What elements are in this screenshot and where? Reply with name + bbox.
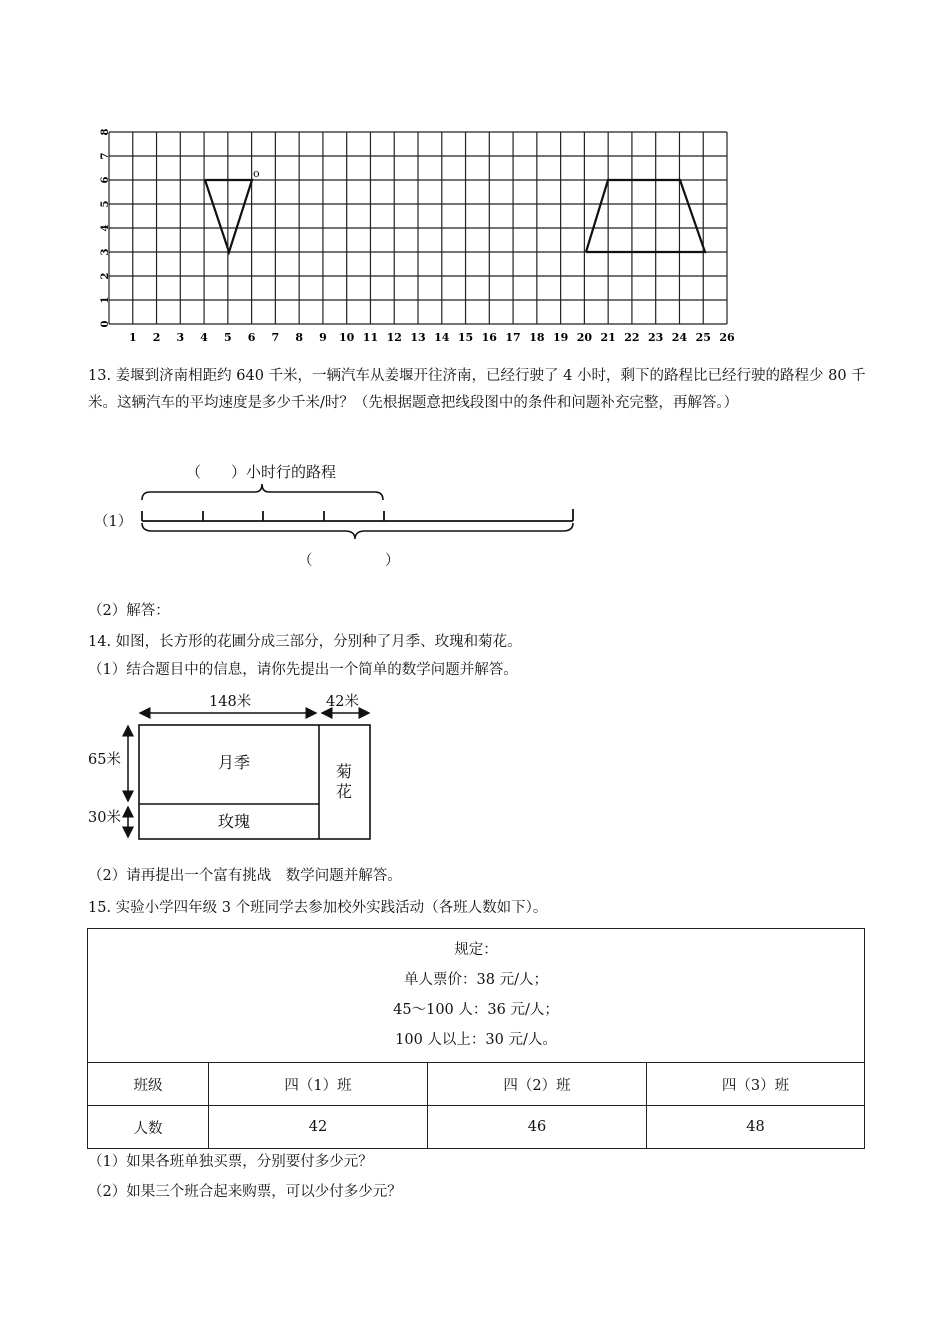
- x-tick-label: 8: [295, 331, 303, 344]
- q13-part1-label: （1）: [94, 514, 133, 530]
- dim-label-30: 30米: [88, 810, 121, 826]
- x-tick-label: 6: [247, 331, 256, 344]
- x-tick-label: 21: [600, 331, 616, 344]
- header-cell: 四（1）班: [209, 1063, 428, 1106]
- y-axis-ticks: [100, 128, 111, 327]
- y-tick-label: 5: [100, 200, 111, 208]
- dim-label-42: 42米: [326, 694, 359, 710]
- x-tick-label: 11: [362, 331, 379, 344]
- y-tick-label: 6: [100, 176, 111, 184]
- x-tick-label: 9: [319, 331, 327, 344]
- dim-label-148: 148米: [209, 694, 252, 710]
- header-cell: 四（2）班: [428, 1063, 647, 1106]
- x-tick-label: 15: [457, 331, 474, 344]
- rules-title: 规定：: [454, 942, 498, 958]
- x-tick-label: 18: [529, 331, 545, 344]
- x-tick-label: 1: [128, 331, 137, 344]
- trapezoid-shape: [586, 180, 705, 252]
- table-row: [88, 1106, 865, 1149]
- y-tick-label: 3: [100, 248, 111, 256]
- q15-part2: （2）如果三个班合起来购票，可以少付多少元？: [88, 1184, 402, 1200]
- top-brace: [142, 484, 383, 500]
- x-tick-label: 17: [505, 331, 521, 344]
- q15-text: 15. 实验小学四年级 3 个班同学去参加校外实践活动（各班人数如下）。: [88, 900, 548, 916]
- ticket-rules-table: [87, 928, 865, 1149]
- x-tick-label: 4: [200, 331, 208, 344]
- header-cell: 班级: [88, 1063, 209, 1106]
- q13-text: 13. 姜堰到济南相距约 640 千米，一辆汽车从姜堰开往济南，已经行驶了 4 小时，剩下的路程比已经行驶的路程少 80 千米。这辆汽车的平均速度是多少千米/时？（先根据题意把线段图中的条件和问题补充完整，再解答。）: [88, 368, 866, 411]
- y-tick-label: 1: [100, 296, 111, 304]
- region-meigui: 玫瑰: [218, 812, 251, 831]
- y-tick-label: 8: [100, 128, 111, 136]
- x-tick-label: 3: [176, 331, 185, 344]
- data-cell: 48: [647, 1106, 865, 1149]
- q13-diagram-top-label: （ ）小时行的路程: [186, 463, 337, 481]
- shape-point-label: o: [253, 167, 260, 180]
- bottom-brace: [142, 523, 573, 539]
- rule-1: 单人票价：38 元/人；: [404, 972, 548, 988]
- q14-part2: （2）请再提出一个富有挑战 数学问题并解答。: [88, 868, 402, 884]
- dim-label-65: 65米: [88, 752, 121, 768]
- x-tick-label: 26: [719, 331, 735, 344]
- y-tick-label: 7: [100, 152, 111, 160]
- y-tick-label: 4: [100, 224, 111, 232]
- coordinate-grid-figure: [0, 0, 950, 350]
- x-tick-label: 14: [434, 331, 450, 344]
- x-axis-ticks: [129, 331, 735, 344]
- x-tick-label: 2: [152, 331, 161, 344]
- region-yueji: 月季: [218, 753, 251, 772]
- y-tick-label: 0: [100, 320, 111, 328]
- rule-3: 100 人以上：30 元/人。: [395, 1032, 557, 1048]
- rule-2: 45～100 人：36 元/人；: [393, 1002, 559, 1018]
- q13-diagram-bottom-label: （ ）: [298, 553, 400, 569]
- x-tick-label: 10: [339, 331, 355, 344]
- q14-text: 14. 如图，长方形的花圃分成三部分，分别种了月季、玫瑰和菊花。: [88, 634, 522, 650]
- table-row: [88, 1063, 865, 1106]
- q15-part1: （1）如果各班单独买票，分别要付多少元？: [88, 1154, 373, 1170]
- y-tick-label: 2: [100, 272, 111, 280]
- x-tick-label: 24: [671, 331, 688, 344]
- q14-part1: （1）结合题目中的信息，请你先提出一个简单的数学问题并解答。: [88, 662, 518, 678]
- x-tick-label: 16: [481, 331, 497, 344]
- data-cell: 人数: [88, 1106, 209, 1149]
- rules-cell: [88, 929, 865, 1063]
- x-tick-label: 7: [271, 331, 280, 344]
- x-tick-label: 19: [552, 331, 569, 344]
- x-tick-label: 20: [576, 331, 593, 344]
- q13-part2: （2）解答：: [88, 603, 170, 619]
- data-cell: 42: [209, 1106, 428, 1149]
- x-tick-label: 12: [386, 331, 402, 344]
- region-juhua-2: 花: [336, 782, 353, 801]
- header-cell: 四（3）班: [647, 1063, 865, 1106]
- segment-diagram: [0, 455, 950, 565]
- x-tick-label: 23: [648, 331, 664, 344]
- x-tick-label: 5: [224, 331, 232, 344]
- triangle-shape: [205, 180, 252, 252]
- grid-lines: [109, 132, 727, 324]
- x-tick-label: 13: [410, 331, 426, 344]
- data-cell: 46: [428, 1106, 647, 1149]
- x-tick-label: 22: [624, 331, 640, 344]
- x-tick-label: 25: [695, 331, 711, 344]
- garden-diagram: [0, 685, 950, 845]
- region-juhua-1: 菊: [336, 762, 353, 781]
